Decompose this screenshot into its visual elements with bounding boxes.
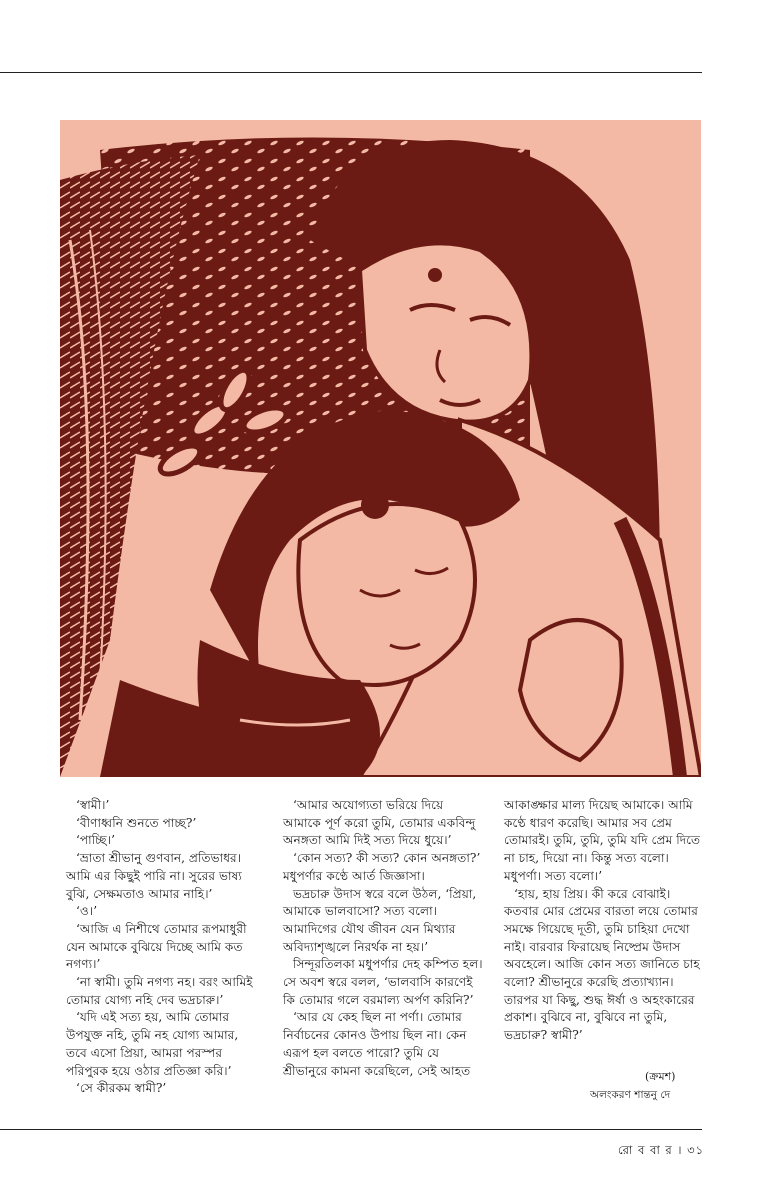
serial-note: (ক্রমশ) <box>645 1070 676 1083</box>
top-rule <box>0 72 702 73</box>
paragraph: ‘আমার অযোগ্যতা ভরিয়ে দিয়ে আমাকে পূর্ণ করো তুমি, তোমার একবিন্দু অনঙ্গতা আমি দিই সত্য দিয়ে ধুয়ে।’ <box>283 798 476 848</box>
bottom-rule <box>0 1129 702 1130</box>
illustration-credit: অলংকরণ শান্তনু দে <box>590 1089 671 1101</box>
paragraph: ‘পাচ্ছি।’ <box>76 833 115 848</box>
paragraph: ‘ও।’ <box>76 904 98 919</box>
text-column-3 <box>504 797 704 1045</box>
page-folio: রো ব বা র । ৩১ <box>618 1143 705 1157</box>
paragraph: সিন্দূরতিলকা মধুপর্ণার দেহ কম্পিত হল। সে অবশ স্বরে বলল, ‘ভালবাসি কারণেই কি তোমার গলে বরমাল্য অর্পণ করিনি?’ <box>283 957 483 1007</box>
paragraph: ‘হায়, হায় প্রিয়। কী করে বোঝাই। কতবার মোর প্রেমের বারতা লয়ে তোমার সমক্ষে গিয়েছে দূতী, তুমি চাহিয়া দেখো নাই। বারবার ফিরায়েছ নিষ্প্রেম উদাস অবহেলে। আজি কোন সত্য জানিতে চাহ বলো? শ্রীভানুরে করেছি প্রত্যাখ্যান। তারপর যা কিছু, শুদ্ধ ঈর্ষা ও অহংকারের প্রকাশ। বুঝিবে না, বুঝিবে না তুমি, ভদ্রচারু? স্বামী?’ <box>504 886 700 1043</box>
text-column-2 <box>283 797 485 1080</box>
illustration <box>60 120 701 777</box>
paragraph: আকাঙ্ক্ষার মাল্য দিয়েছ আমাকে। আমি কণ্ঠে ধারণ করেছি। আমার সব প্রেম তোমারই। তুমি, তুমি, তুমি যদি প্রেম দিতে না চাহ, দিয়ো না। কিন্তু সত্য বলো। মধুপর্ণা। সত্য বলো।’ <box>504 798 701 883</box>
paragraph: ভদ্রচারু উদাস স্বরে বলে উঠল, ‘প্রিয়া, আমাকে ভালবাসো? সত্য বলো। আমাদিগের যৌথ জীবন যেন মিথ্যার অবিদ্যাশৃঙ্খলে নিরর্থক না হয়।’ <box>283 886 477 954</box>
woodcut-mother-child-illustration <box>60 120 701 777</box>
paragraph: ‘যদি এই সত্য হয়, আমি তোমার উপযুক্ত নহি, তুমি নহ যোগ্য আমার, তবে এসো প্রিয়া, আমরা পরস্পর পরিপুরক হয়ে ওঠার প্রতিজ্ঞা করি।’ <box>66 1010 239 1078</box>
paragraph: ‘আর যে কেহ ছিল না পর্ণা। তোমার নির্বাচনের কোনও উপায় ছিল না। কেন এরূপ হল বলতে পারো? তুমি যে শ্রীভানুরে কামনা করেছিলে, সেই আহত <box>283 1010 471 1078</box>
paragraph: ‘না স্বামী। তুমি নগণ্য নহ। বরং আমিই তোমার যোগ্য নহি দেব ভদ্রচারু।’ <box>66 975 253 1007</box>
paragraph: ‘বীণাধ্বনি শুনতে পাচ্ছ?’ <box>76 815 197 830</box>
paragraph: ‘কোন সত্য? কী সত্য? কোন অনঙ্গতা?’ মধুপর্ণার কণ্ঠে আর্ত জিজ্ঞাসা। <box>283 851 481 883</box>
paragraph: ‘স্বামী।’ <box>76 798 110 812</box>
paragraph: ‘সে কীরকম স্বামী?’ <box>76 1081 167 1096</box>
paragraph: ‘ভ্রাতা শ্রীভানু গুণবান, প্রতিভাধর। আমি এর কিছুই পারি না। সুরের ভাষ্য বুঝি, সেক্ষমতাও আমার নাহি।’ <box>66 851 242 901</box>
paragraph: ‘আজি এ নিশীথে তোমার রূপমাধুরী যেন আমাকে বুঝিয়ে দিচ্ছে আমি কত নগণ্য।’ <box>66 921 247 972</box>
text-column-1 <box>66 797 258 1098</box>
